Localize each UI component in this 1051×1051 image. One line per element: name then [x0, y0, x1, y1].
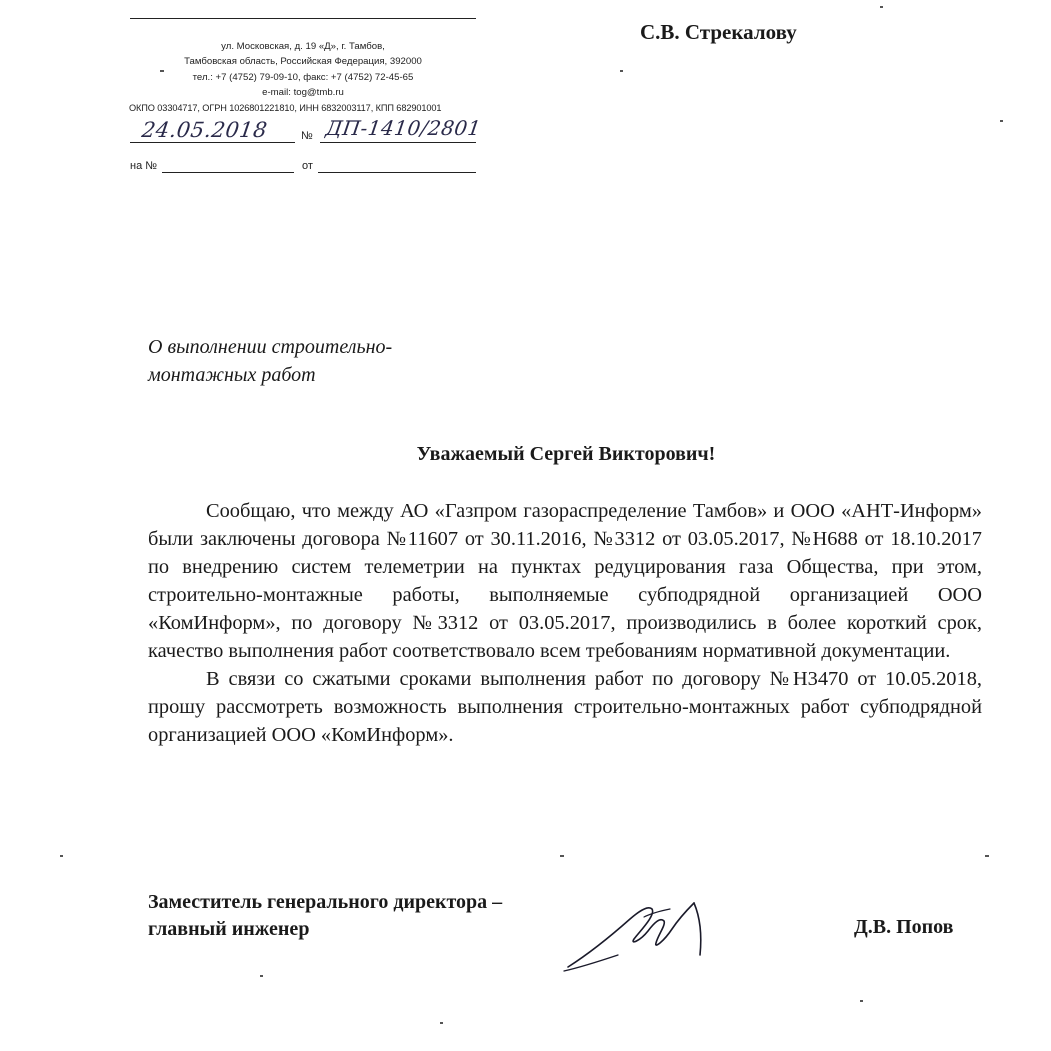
letterhead-address-line1: ул. Московская, д. 19 «Д», г. Тамбов, [221, 41, 385, 52]
scan-speck [440, 1022, 443, 1024]
letterhead-email: e-mail: tog@tmb.ru [262, 87, 344, 98]
scan-speck [260, 975, 263, 977]
letterhead-top-rule [130, 18, 476, 19]
incoming-number-underline [162, 172, 294, 173]
letter-subject [148, 333, 392, 389]
letterhead-phone-fax: тел.: +7 (4752) 79-09-10, факс: +7 (4752) 72-45-65 [192, 72, 414, 83]
subject-line2: монтажных работ [148, 364, 316, 386]
signatory-title [148, 889, 502, 943]
number-underline [320, 142, 476, 143]
recipient-name: С.В. Стрекалову [640, 20, 797, 44]
incoming-from-label: от [302, 160, 313, 172]
subject-line1: О выполнении строительно- [148, 336, 393, 358]
scan-speck [985, 855, 989, 857]
outgoing-number-handwritten: ДП-1410/2801 [324, 116, 483, 140]
signatory-name: Д.В. Попов [854, 916, 954, 938]
incoming-date-underline [318, 172, 476, 173]
incoming-number-label: на № [130, 160, 158, 172]
scan-speck [620, 70, 623, 72]
scan-speck [560, 855, 564, 857]
scan-speck [880, 6, 883, 8]
letterhead-address-line2: Тамбовская область, Российская Федерация, 392000 [184, 56, 422, 67]
signatory-title-line1: Заместитель генерального директора – [148, 891, 503, 913]
letter-body [148, 497, 982, 749]
scan-speck [60, 855, 63, 857]
body-paragraph-1: Сообщаю, что между АО «Газпром газораспределение Тамбов» и ООО «АНТ-Информ» были заключены договора №11607 от 30.11.2016, №3312 от 03.05.2017, №Н688 от 18.10.2017 по внедрению систем телеметрии на пунктах редуцирования газа Общества, при этом, строительно-монтажные работы, выполняемые субподрядной организацией ООО «КомИнформ», по договору №3312 от 03.05.2017, производились в более короткий срок, качество выполнения работ соответствовало всем требованиям нормативной документации. [148, 500, 982, 662]
salutation: Уважаемый Сергей Викторович! [416, 443, 716, 465]
date-underline [130, 142, 295, 143]
outgoing-date-handwritten: 24.05.2018 [140, 118, 269, 142]
letterhead-registration-codes: ОКПО 03304717, ОГРН 1026801221810, ИНН 6832003117, КПП 682901001 [129, 103, 442, 113]
scan-speck [860, 1000, 863, 1002]
body-paragraph-2: В связи со сжатыми сроками выполнения работ по договору №Н3470 от 10.05.2018, прошу рассмотреть возможность выполнения строительно-монтажных работ субподрядной организацией ООО «КомИнформ». [148, 668, 982, 746]
scan-speck [1000, 120, 1003, 122]
outgoing-number-label: № [301, 130, 313, 142]
scan-speck [160, 70, 164, 72]
signatory-title-line2: главный инженер [148, 918, 310, 940]
handwritten-signature [560, 895, 730, 975]
